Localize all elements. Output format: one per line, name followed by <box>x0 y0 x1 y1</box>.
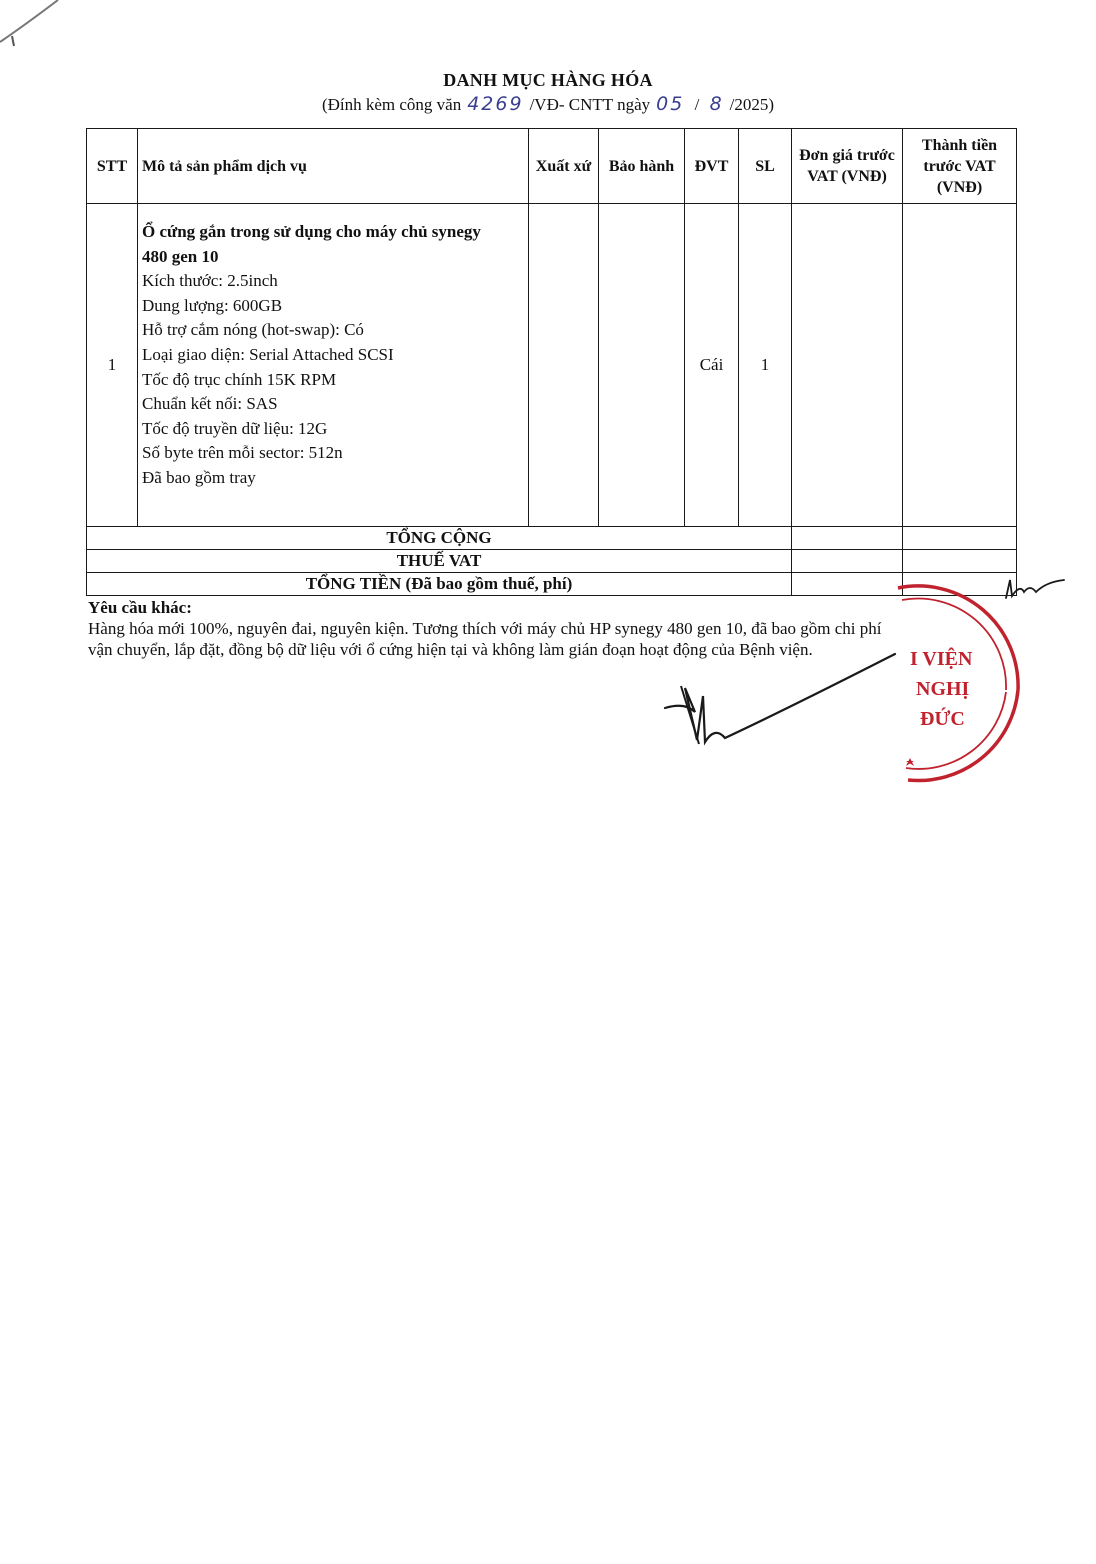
goods-table <box>86 128 1017 596</box>
cell-stt: 1 <box>87 204 138 527</box>
cell-unit-price <box>792 204 903 527</box>
spec-line: Đã bao gồm tray <box>142 467 256 487</box>
document-subtitle <box>0 92 1096 117</box>
product-title-line-2: 480 gen 10 <box>142 246 219 266</box>
column-header-stt: STT <box>87 129 138 204</box>
official-red-stamp <box>878 580 1028 790</box>
document-header <box>0 68 1096 117</box>
stamp-line-2: NGHỊ <box>916 678 970 700</box>
spec-line: Hỗ trợ cắm nóng (hot-swap): Có <box>142 320 364 340</box>
subtotal-unit-price <box>792 527 903 550</box>
handwritten-signature <box>655 640 915 760</box>
spec-line: Kích thước: 2.5inch <box>142 271 278 291</box>
column-header-amount: Thành tiền trước VAT (VNĐ) <box>903 129 1017 204</box>
grand-total-label: TỔNG TIỀN (Đã bao gồm thuế, phí) <box>87 573 792 596</box>
spec-line: Số byte trên mỗi sector: 512n <box>142 443 343 463</box>
cell-unit: Cái <box>685 204 739 527</box>
column-header-description: Mô tả sản phẩm dịch vụ <box>138 129 529 204</box>
cell-amount <box>903 204 1017 527</box>
document-title: DANH MỤC HÀNG HÓA <box>443 70 653 90</box>
subtitle-prefix: (Đính kèm công văn <box>321 95 462 114</box>
column-header-unit: ĐVT <box>685 129 739 204</box>
handwritten-document-number: 4269 <box>467 93 524 115</box>
stamp-line-1: I VIỆN <box>910 648 973 670</box>
column-header-quantity: SL <box>739 129 792 204</box>
vat-label: THUẾ VAT <box>87 550 792 573</box>
column-header-unit-price: Đơn giá trước VAT (VNĐ) <box>792 129 903 204</box>
spec-line: Tốc độ truyền dữ liệu: 12G <box>142 418 328 438</box>
table-row <box>87 204 1017 527</box>
spec-line: Dung lượng: 600GB <box>142 295 283 315</box>
cell-description <box>138 204 529 527</box>
subtotal-row <box>87 527 1017 550</box>
table-header-row <box>87 129 1017 204</box>
year-suffix: /2025) <box>729 95 775 114</box>
scan-edge-mark <box>0 0 70 60</box>
spec-line: Tốc độ trục chính 15K RPM <box>142 369 337 389</box>
other-requirements-label: Yêu cầu khác: <box>88 598 192 617</box>
spec-line: Chuẩn kết nối: SAS <box>142 394 278 414</box>
goods-table-container <box>86 128 1016 596</box>
vat-unit-price <box>792 550 903 573</box>
cell-warranty <box>599 204 685 527</box>
date-separator: / <box>690 95 704 114</box>
other-requirements-line-2: vận chuyển, lắp đặt, đồng bộ dữ liệu với ổ cứng hiện tại và không làm gián đoạn hoạt động của Bệnh viện. <box>88 640 813 659</box>
vat-row <box>87 550 1017 573</box>
cell-origin <box>529 204 599 527</box>
subtotal-label: TỔNG CỘNG <box>87 527 792 550</box>
column-header-warranty: Bảo hành <box>599 129 685 204</box>
handwritten-month: 8 <box>709 93 724 115</box>
product-title-line-1: Ổ cứng gắn trong sử dụng cho máy chủ synegy <box>142 222 481 241</box>
column-header-origin: Xuất xứ <box>529 129 599 204</box>
other-requirements-line-1: Hàng hóa mới 100%, nguyên đai, nguyên kiện. Tương thích với máy chủ HP synegy 480 gen 10, đã bao gồm chi phí <box>88 619 882 638</box>
spec-line: Loại giao diện: Serial Attached SCSI <box>142 344 394 364</box>
subtitle-middle: /VĐ- CNTT ngày <box>529 95 651 114</box>
stamp-line-3: ĐỨC <box>920 708 965 730</box>
subtotal-amount <box>903 527 1017 550</box>
handwritten-day: 05 <box>656 93 685 115</box>
grand-total-row <box>87 573 1017 596</box>
cell-quantity: 1 <box>739 204 792 527</box>
